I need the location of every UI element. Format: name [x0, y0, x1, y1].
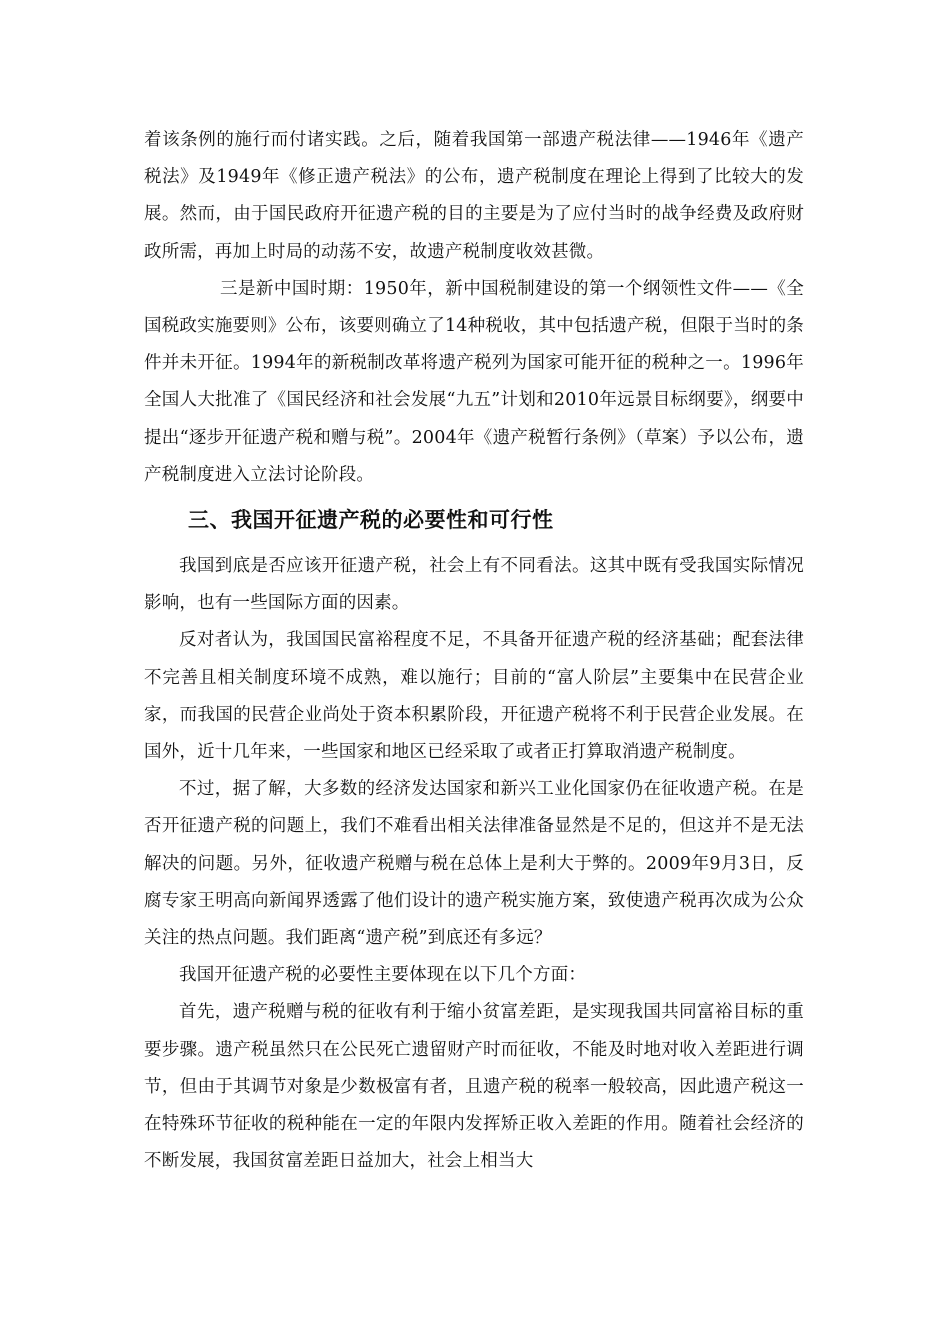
section-heading: 三、我国开征遗产税的必要性和可行性: [188, 508, 554, 533]
paragraph-first-reason: 首先，遗产税赠与税的征收有利于缩小贫富差距，是实现我国共同富裕目标的重要步骤。遗产税虽然只在公民死亡遗留财产时而征收，不能及时地对收入差距进行调节，但由于其调节对象是少数极富有者，且遗产税的税率一般较高，因此遗产税这一在特殊环节征收的税种能在一定的年限内发挥矫正收入差距的作用。随着社会经济的不断发展，我国贫富差距日益加大，社会上相当大: [144, 1002, 804, 1172]
paragraph-intro: 我国到底是否应该开征遗产税，社会上有不同看法。这其中既有受我国实际情况影响，也有一些国际方面的因素。: [144, 556, 804, 614]
document-page: [144, 122, 804, 1180]
paragraph-continuation: 着该条例的施行而付诸实践。之后，随着我国第一部遗产税法律——1946年《遗产税法》及1949年《修正遗产税法》的公布，遗产税制度在理论上得到了比较大的发展。然而，由于国民政府开征遗产税的目的主要是为了应付当时的战争经费及政府财政所需，再加上时局的动荡不安，故遗产税制度收效甚微。: [144, 130, 804, 262]
paragraph-new-china-period: 三是新中国时期：1950年，新中国税制建设的第一个纲领性文件——《全国税政实施要则》公布，该要则确立了14种税收，其中包括遗产税，但限于当时的条件并未开征。1994年的新税制改革将遗产税列为国家可能开征的税种之一。1996年全国人大批准了《国民经济和社会发展“九五”计划和2010年远景目标纲要》，纲要中提出“逐步开征遗产税和赠与税”。2004年《遗产税暂行条例》（草案）予以公布，遗产税制度进入立法讨论阶段。: [144, 278, 804, 485]
paragraph-necessity-lead: 我国开征遗产税的必要性主要体现在以下几个方面：: [179, 965, 587, 986]
paragraph-however: 不过，据了解，大多数的经济发达国家和新兴工业化国家仍在征收遗产税。在是否开征遗产税的问题上，我们不难看出相关法律准备显然是不足的，但这并不是无法解决的问题。另外，征收遗产税赠与税在总体上是利大于弊的。2009年9月3日，反腐专家王明高向新闻界透露了他们设计的遗产税实施方案，致使遗产税再次成为公众关注的热点问题。我们距离“遗产税”到底还有多远？: [144, 779, 804, 949]
paragraph-opponents: 反对者认为，我国国民富裕程度不足，不具备开征遗产税的经济基础；配套法律不完善且相关制度环境不成熟，难以施行；目前的“富人阶层”主要集中在民营企业家，而我国的民营企业尚处于资本积累阶段，开征遗产税将不利于民营企业发展。在国外，近十几年来，一些国家和地区已经采取了或者正打算取消遗产税制度。: [144, 630, 804, 763]
